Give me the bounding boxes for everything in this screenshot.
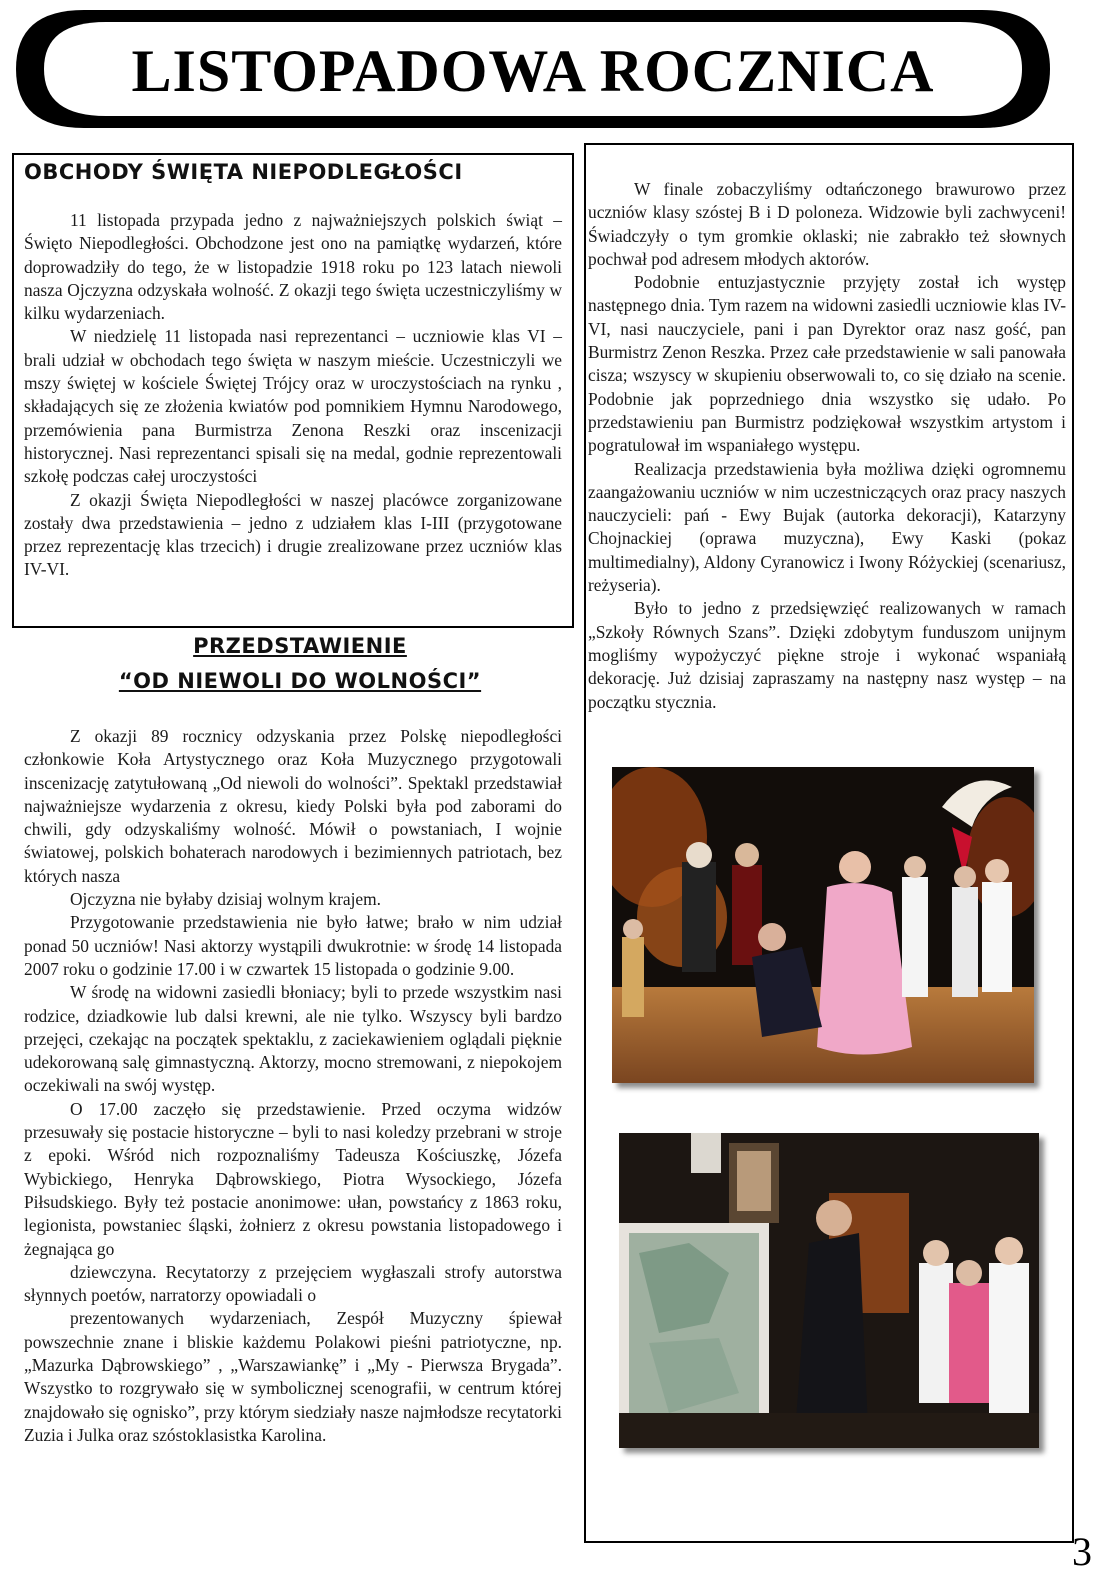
stage-performance-photo bbox=[612, 767, 1034, 1083]
paragraph: Było to jedno z przedsięwzięć realizowanych w ramach „Szkoły Równych Szans”. Dzięki zdobytym funduszom unijnym mogliśmy wypożyczyć piękne stroje i wykonać wspaniałą dekorację. Już dzisiaj zapraszamy na następny nasz występ – na początku stycznia. bbox=[588, 598, 1066, 712]
paragraph: Realizacja przedstawienia była możliwa dzięki ogromnemu zaangażowaniu uczniów w nim uczestniczących oraz pracy naszych nauczycieli: pań - Ewy Bujak (autorka dekoracji), Katarzyny Chojnackiej (oprawa muzyczna), Ewy Kaski (pokaz multimedialny), Aldony Cyranowicz i Iwony Różyckiej (scenariusz, reżyseria). bbox=[588, 458, 1066, 596]
paragraph: prezentowanych wydarzeniach, Zespół Muzyczny śpiewał powszechnie znane i bliskie każdemu Polakowi pieśni patriotyczne, np. „Mazurka Dąbrowskiego” , „Warszawiankę” i „My - Pierwsza Brygada”. Wszystko to rozgrywało się w symbolicznej scenografii, w centrum której znajdowało się ognisko”, przy którym siedziały nasze najmłodsze recytatorki Zuzia i Julka oraz szóstoklasistka Karolina. bbox=[24, 1308, 562, 1445]
paragraph: Ojczyzna nie byłaby dzisiaj wolnym krajem. bbox=[70, 889, 382, 910]
paragraph: dziewczyna. Recytatorzy z przejęciem wygłaszali strofy autorstwa słynnych poetów, narratorzy opowiadali o bbox=[24, 1261, 562, 1306]
paragraph: W finale zobaczyliśmy odtańczonego brawurowo przez uczniów klasy szóstej B i D poloneza. Widzowie byli zachwyceni! Świadczyły o tym gromkie oklaski; nie zabrakło też słownych pochwał pod adresem młodych aktorów. bbox=[588, 179, 1066, 269]
paragraph: O 17.00 zaczęło się przedstawienie. Przed oczyma widzów przesuwały się postacie historyczne – byli to nasi koledzy przebrani w stroje z epoki. Wśród nich rozpoznaliśmy Tadeusza Kościuszkę, Józefa Wybickiego, Henryka Dąbrowskiego, Piotra Wysockiego, Józefa Piłsudskiego. Były też postacie anonimowe: ułan, powstańcy z 1863 roku, legionista, powstaniec śląski, żołnierz z okresu powstania listopadowego i żegnająca go bbox=[24, 1098, 562, 1259]
section-heading-performance-line2: “OD NIEWOLI DO WOLNOŚCI” bbox=[118, 669, 482, 693]
section-text-independence bbox=[24, 209, 562, 582]
paragraph: Z okazji Święta Niepodległości w naszej placówce zorganizowane zostały dwa przedstawienia – jedno z udziałem klas I-III (przygotowane przez reprezentację klas trzecich) i drugie zrealizowane przez uczniów klas IV-VI. bbox=[24, 489, 562, 580]
paragraph: Przygotowanie przedstawienia nie było łatwe; brało w nim udział ponad 50 uczniów! Nasi aktorzy wystąpili dwukrotnie: w środę 14 listopada 2007 roku o godzinie 17.00 i w czwartek 15 listopada o godzinie 9.00. bbox=[24, 912, 562, 979]
section-heading-performance-line1: PRZEDSTAWIENIE bbox=[193, 634, 407, 658]
paragraph: W niedzielę 11 listopada nasi reprezentanci – uczniowie klas VI – brali udział w obchodach tego święta w naszym mieście. Uczestniczyli we mszy świętej w kościele Świętej Trójcy oraz w uroczystościach na rynku , składających się ze złożenia kwiatów pod pomnikiem Hymnu Narodowego, przemówienia pana Burmistrza Zenona Reszki oraz inscenizacji historycznej. Nasi reprezentanci spisali się na medal, godnie reprezentowali szkołę podczas całej uroczystości bbox=[24, 326, 562, 487]
page-number: 3 bbox=[1072, 1529, 1092, 1574]
title-banner bbox=[14, 6, 1052, 132]
section-heading-independence: OBCHODY ŚWIĘTA NIEPODLEGŁOŚCI bbox=[24, 160, 463, 184]
speaker-with-map-photo bbox=[619, 1133, 1039, 1448]
paragraph: 11 listopada przypada jedno z najważniejszych polskich świąt – Święto Niepodległości. Obchodzone jest ono na pamiątkę wydarzeń, które doprowadziły do tego, że w listopadzie 1918 roku po 123 latach niewoli nasza Ojczyzna odzyskała wolność. Z okazji tego święta uczestniczyliśmy w kilku wydarzeniach. bbox=[24, 210, 562, 324]
paragraph: Z okazji 89 rocznicy odzyskania przez Polskę niepodległości członkowie Koła Artystycznego oraz Koła Muzycznego przygotowali inscenizację zatytułowaną „Od niewoli do wolności”. Spektakl przedstawiał najważniejsze wydarzenia z okresu, kiedy Polski była pod zaborami do chwili, gdy odzyskaliśmy wolność. Mówił o powstaniach, I wojnie światowej, polskich bohaterach narodowych i bezimiennych patriotach, bez których nasza bbox=[24, 726, 562, 886]
page-title: LISTOPADOWA ROCZNICA bbox=[131, 37, 935, 104]
section-text-performance bbox=[24, 725, 562, 1447]
paragraph: W środę na widowni zasiedli błoniacy; byli to przede wszystkim nasi rodzice, dziadkowie lub dalsi krewni, ale nie tylko. Wszyscy byli bardzo przejęci, czekając na początek spektaklu, z zaciekawieniem oglądali pięknie udekorowaną salę gimnastyczną. Aktorzy, mocno stremowani, z niepokojem oczekiwali na swój występ. bbox=[24, 982, 562, 1096]
paragraph: Podobnie entuzjastycznie przyjęty został ich występ następnego dnia. Tym razem na widowni zasiedli uczniowie klas IV-VI, nasi nauczyciele, pani i pan Dyrektor oraz nasz gość, pan Burmistrz Zenon Reszka. Przez całe przedstawienie w sali panowała cisza; wszyscy w skupieniu obserwowali to, co się działo na scenie. Podobnie jak poprzedniego dnia wszystko się udało. Po przedstawieniu pan Burmistrz podziękował wszystkim artystom i pogratulował im wspaniałego występu. bbox=[588, 272, 1066, 456]
section-text-finale bbox=[588, 178, 1066, 714]
